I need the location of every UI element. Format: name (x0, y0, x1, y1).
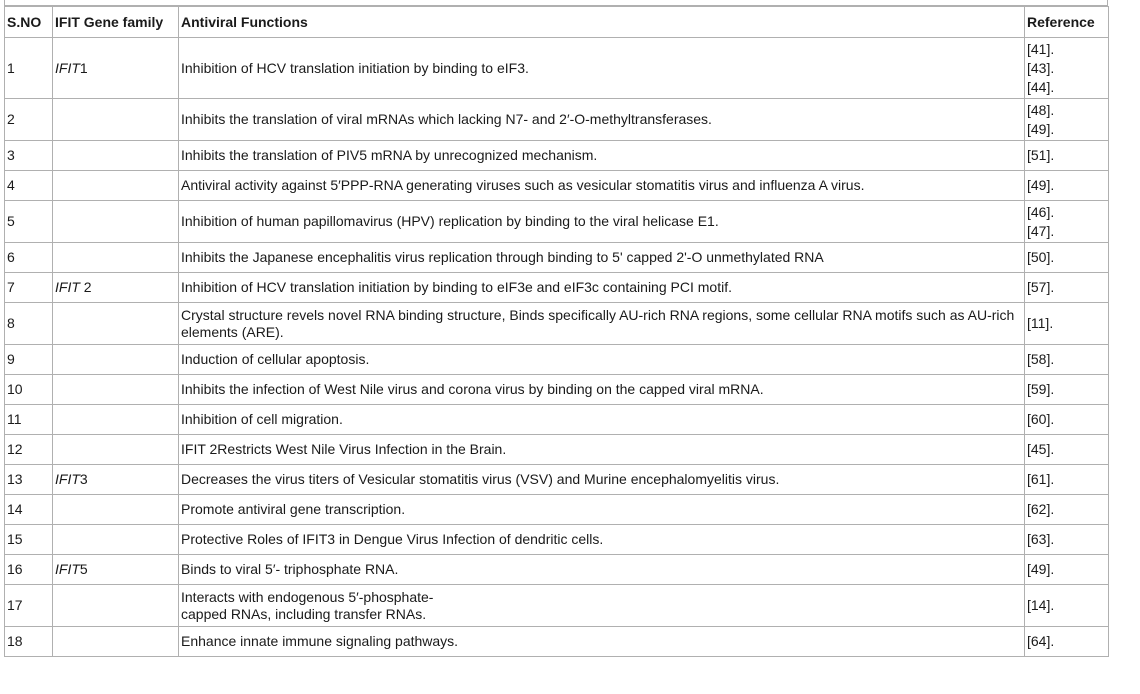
cell-antiviral-function: Inhibition of HCV translation initiation by binding to eIF3e and eIF3c containing PCI motif. (179, 273, 1025, 303)
table-row (5, 273, 1109, 303)
header-row (5, 7, 1109, 38)
reference-citation: [64]. (1027, 633, 1055, 649)
table-row (5, 525, 1109, 555)
reference-citation: [43]. (1027, 59, 1055, 76)
cell-reference (1025, 273, 1109, 303)
cell-sno: 8 (5, 303, 53, 345)
reference-citation: [51]. (1027, 147, 1055, 163)
reference-citation: [63]. (1027, 531, 1055, 547)
cell-sno: 18 (5, 627, 53, 657)
cell-reference (1025, 495, 1109, 525)
cell-sno: 3 (5, 141, 53, 171)
cell-antiviral-function: Inhibition of human papillomavirus (HPV) replication by binding to the viral helicase E1. (179, 201, 1025, 243)
reference-citation: [49]. (1027, 177, 1055, 193)
cell-antiviral-function: IFIT 2Restricts West Nile Virus Infection in the Brain. (179, 435, 1025, 465)
table-body (5, 38, 1109, 657)
cell-gene-family (53, 171, 179, 201)
reference-citation: [49]. (1027, 561, 1055, 577)
cell-sno: 13 (5, 465, 53, 495)
cell-antiviral-function: Inhibits the translation of PIV5 mRNA by unrecognized mechanism. (179, 141, 1025, 171)
cell-antiviral-function: Inhibits the translation of viral mRNAs which lacking N7- and 2′-O-methyltransferases. (179, 99, 1025, 141)
table-row (5, 243, 1109, 273)
cell-reference (1025, 243, 1109, 273)
gene-number: 3 (79, 471, 88, 487)
cell-sno: 2 (5, 99, 53, 141)
reference-citation: [47]. (1027, 222, 1055, 239)
cell-antiviral-function: Inhibition of cell migration. (179, 405, 1025, 435)
cell-sno: 17 (5, 585, 53, 627)
cell-gene-family (53, 273, 179, 303)
cell-antiviral-function: Decreases the virus titers of Vesicular stomatitis virus (VSV) and Murine encephalomyelitis virus. (179, 465, 1025, 495)
reference-citation: [49]. (1027, 120, 1055, 137)
cell-antiviral-function: Induction of cellular apoptosis. (179, 345, 1025, 375)
cell-gene-family (53, 243, 179, 273)
gene-name: IFIT (55, 279, 80, 295)
table-row (5, 141, 1109, 171)
cell-gene-family (53, 585, 179, 627)
cell-antiviral-function: Crystal structure revels novel RNA binding structure, Binds specifically AU-rich RNA regions, some cellular RNA motifs such as AU-rich elements (ARE). (179, 303, 1025, 345)
cell-antiviral-function: Interacts with endogenous 5′-phosphate- capped RNAs, including transfer RNAs. (179, 585, 1025, 627)
cell-reference (1025, 171, 1109, 201)
reference-citation: [50]. (1027, 249, 1055, 265)
cell-reference (1025, 405, 1109, 435)
reference-citation: [58]. (1027, 351, 1055, 367)
table-row (5, 201, 1109, 243)
cell-gene-family (53, 38, 179, 99)
cell-sno: 15 (5, 525, 53, 555)
cell-reference (1025, 465, 1109, 495)
cell-antiviral-function: Antiviral activity against 5′PPP-RNA generating viruses such as vesicular stomatitis virus and influenza A virus. (179, 171, 1025, 201)
cell-sno: 12 (5, 435, 53, 465)
reference-citation: [57]. (1027, 279, 1055, 295)
cell-gene-family (53, 627, 179, 657)
table-row (5, 405, 1109, 435)
table-row (5, 555, 1109, 585)
cell-sno: 9 (5, 345, 53, 375)
table-row (5, 585, 1109, 627)
cell-gene-family (53, 99, 179, 141)
reference-citation: [14]. (1027, 597, 1055, 613)
cell-antiviral-function: Enhance innate immune signaling pathways. (179, 627, 1025, 657)
reference-citation: [44]. (1027, 78, 1055, 95)
cell-antiviral-function: Inhibits the Japanese encephalitis virus replication through binding to 5' capped 2'-O unmethylated RNA (179, 243, 1025, 273)
cell-antiviral-function: Binds to viral 5′- triphosphate RNA. (179, 555, 1025, 585)
cell-antiviral-function: Inhibits the infection of West Nile virus and corona virus by binding on the capped viral mRNA. (179, 375, 1025, 405)
cell-reference (1025, 141, 1109, 171)
cell-sno: 7 (5, 273, 53, 303)
cell-reference (1025, 525, 1109, 555)
reference-citation: [62]. (1027, 501, 1055, 517)
cell-gene-family (53, 303, 179, 345)
cell-sno: 16 (5, 555, 53, 585)
cell-reference (1025, 99, 1109, 141)
cell-antiviral-function: Promote antiviral gene transcription. (179, 495, 1025, 525)
cell-antiviral-function: Inhibition of HCV translation initiation by binding to eIF3. (179, 38, 1025, 99)
cell-gene-family (53, 465, 179, 495)
cell-reference (1025, 345, 1109, 375)
cell-reference (1025, 585, 1109, 627)
cell-gene-family (53, 375, 179, 405)
table-row (5, 38, 1109, 99)
cell-sno: 1 (5, 38, 53, 99)
table-row (5, 303, 1109, 345)
cell-gene-family (53, 345, 179, 375)
table-row (5, 465, 1109, 495)
header-reference: Reference (1025, 7, 1109, 38)
cell-reference (1025, 435, 1109, 465)
cell-sno: 10 (5, 375, 53, 405)
table-row (5, 171, 1109, 201)
gene-number: 5 (79, 561, 88, 577)
header-antiviral-functions: Antiviral Functions (179, 7, 1025, 38)
reference-citation: [46]. (1027, 203, 1055, 220)
cell-gene-family (53, 555, 179, 585)
cell-sno: 6 (5, 243, 53, 273)
gene-name: IFIT (55, 561, 80, 577)
cell-reference (1025, 303, 1109, 345)
cell-antiviral-function: Protective Roles of IFIT3 in Dengue Virus Infection of dendritic cells. (179, 525, 1025, 555)
table-row (5, 345, 1109, 375)
cell-reference (1025, 555, 1109, 585)
table-row (5, 627, 1109, 657)
reference-citation: [48]. (1027, 101, 1055, 118)
table-row (5, 435, 1109, 465)
gene-name: IFIT (55, 59, 80, 76)
cell-gene-family (53, 141, 179, 171)
cell-reference (1025, 38, 1109, 99)
table-row (5, 99, 1109, 141)
table-row (5, 495, 1109, 525)
ifit-antiviral-table (4, 6, 1109, 657)
table-row (5, 375, 1109, 405)
reference-citation: [59]. (1027, 381, 1055, 397)
cell-sno: 14 (5, 495, 53, 525)
reference-citation: [41]. (1027, 40, 1055, 57)
cell-gene-family (53, 495, 179, 525)
cell-gene-family (53, 405, 179, 435)
gene-number: 1 (79, 59, 88, 76)
reference-citation: [11]. (1027, 315, 1054, 331)
cell-gene-family (53, 201, 179, 243)
gene-name: IFIT (55, 471, 80, 487)
cell-gene-family (53, 435, 179, 465)
reference-citation: [45]. (1027, 441, 1055, 457)
reference-citation: [60]. (1027, 411, 1055, 427)
cell-sno: 11 (5, 405, 53, 435)
header-gene-family: IFIT Gene family (53, 7, 179, 38)
cell-sno: 4 (5, 171, 53, 201)
cell-sno: 5 (5, 201, 53, 243)
cell-reference (1025, 201, 1109, 243)
reference-citation: [61]. (1027, 471, 1055, 487)
header-sno: S.NO (5, 7, 53, 38)
cell-reference (1025, 375, 1109, 405)
cell-gene-family (53, 525, 179, 555)
gene-number: 2 (79, 279, 92, 295)
cell-reference (1025, 627, 1109, 657)
